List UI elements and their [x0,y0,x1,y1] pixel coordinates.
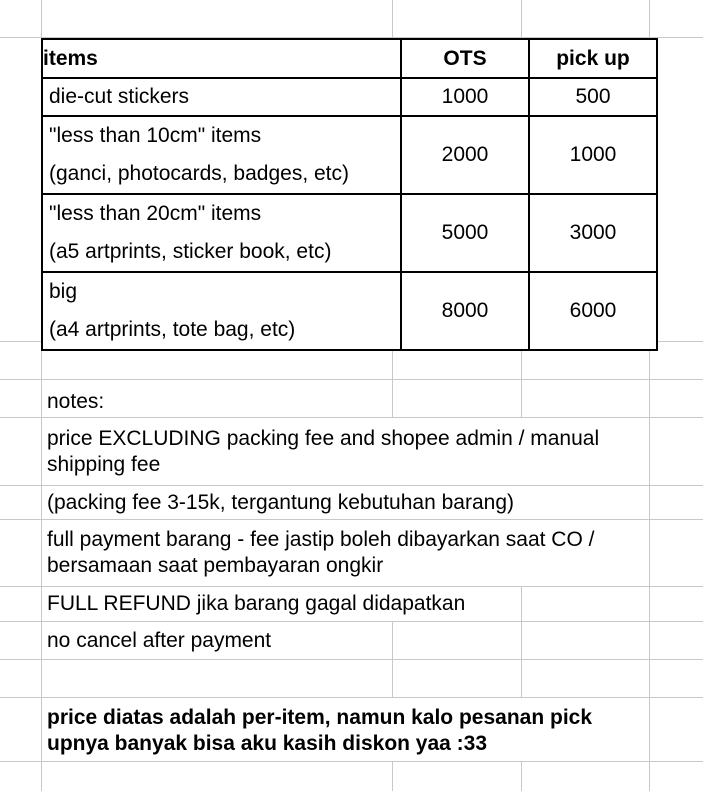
ots-price: 1000 [401,78,529,116]
notes-heading: notes: [47,390,105,413]
item-name [42,194,401,272]
table-row [42,272,657,350]
note-full-refund: FULL REFUND jika barang gagal didapatkan [47,592,466,615]
note-no-cancel: no cancel after payment [47,629,272,652]
ots-price: 2000 [401,116,529,194]
pickup-price: 3000 [529,194,657,272]
item-examples: (a5 artprints, sticker book, etc) [49,240,332,263]
pickup-price: 1000 [529,116,657,194]
table-row [42,116,657,194]
note-discount: price diatas adalah per-item, namun kalo pesanan pick upnya banyak bisa aku kasih diskon yaa :33 [47,706,593,755]
pickup-price: 500 [529,78,657,116]
ots-price: 5000 [401,194,529,272]
item-examples: (a4 artprints, tote bag, etc) [49,318,296,341]
table-row [42,78,657,116]
header-pickup: pick up [529,39,657,78]
item-name [42,272,401,350]
item-name: die-cut stickers [42,78,401,116]
item-title: "less than 20cm" items [49,202,262,225]
item-name [42,116,401,194]
item-examples: (ganci, photocards, badges, etc) [49,162,350,185]
pickup-price: 6000 [529,272,657,350]
header-ots: OTS [401,39,529,78]
item-title: "less than 10cm" items [49,124,262,147]
note-packing-fee: price EXCLUDING packing fee and shopee admin / manual shipping fee [47,427,600,476]
price-table [41,38,658,351]
table-header-row [42,39,657,78]
item-title: big [49,280,78,303]
note-packing-range: (packing fee 3-15k, tergantung kebutuhan barang) [47,491,514,514]
table-row [42,194,657,272]
ots-price: 8000 [401,272,529,350]
header-items: items [42,39,401,78]
note-full-payment: full payment barang - fee jastip boleh dibayarkan saat CO / bersamaan saat pembayaran ongkir [47,528,595,577]
